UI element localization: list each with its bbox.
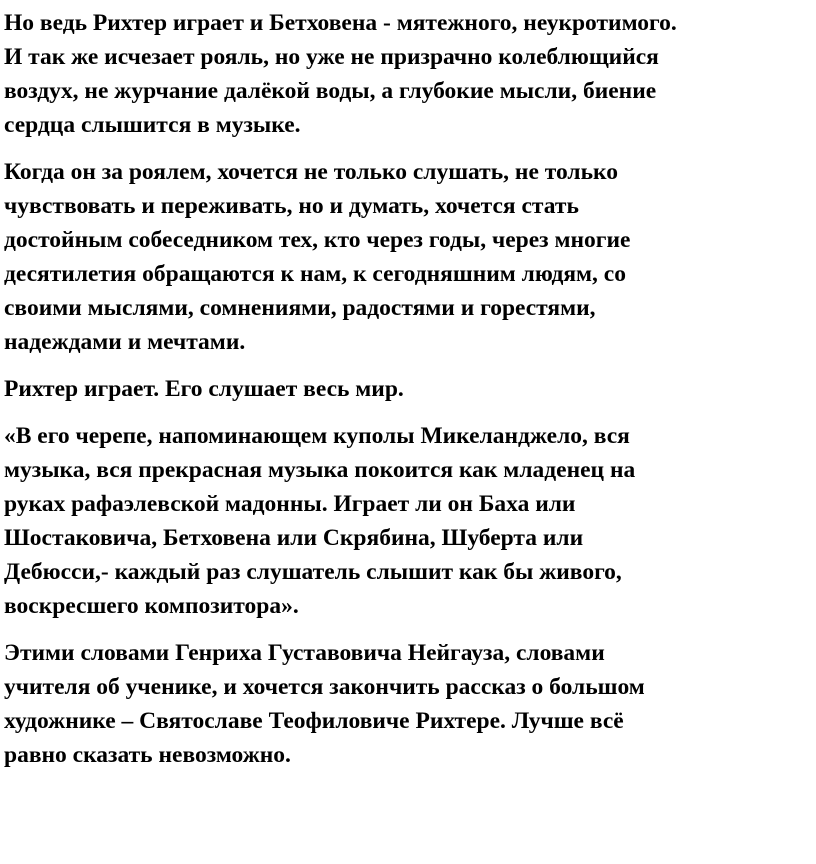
paragraph-world-listens: Рихтер играет. Его слушает весь мир.: [4, 376, 404, 402]
paragraph-at-piano: Когда он за роялем, хочется не только слушать, не только чувствовать и переживать, но и думать, хочется стать достойным собеседником тех, кто через годы, через многие десятилетия обращаются к нам, к сегодняшним людям, со своими мыслями, сомнениями, радостями и горестями, надеждами и мечтами.: [4, 159, 631, 355]
paragraph-conclusion: Этими словами Генриха Густавовича Нейгауза, словами учителя об ученике, и хочется закончить рассказ о большом художнике – Святославе Теофиловиче Рихтере. Лучше всё равно сказать невозможно.: [4, 640, 645, 768]
paragraph-neuhaus-quote: «В его черепе, напоминающем куполы Микеланджело, вся музыка, вся прекрасная музыка покоится как младенец на руках рафаэлевской мадонны. Играет ли он Баха или Шостаковича, Бетховена или Скрябина, Шуберта или Дебюсси,- каждый раз слушатель слышит как бы живого, воскресшего композитора».: [4, 423, 636, 619]
paragraph-beethoven: Но ведь Рихтер играет и Бетховена - мятежного, неукротимого. И так же исчезает рояль, но уже не призрачно колеблющийся воздух, не журчание далёкой воды, а глубокие мысли, биение сердца слышится в музыке.: [4, 10, 677, 138]
